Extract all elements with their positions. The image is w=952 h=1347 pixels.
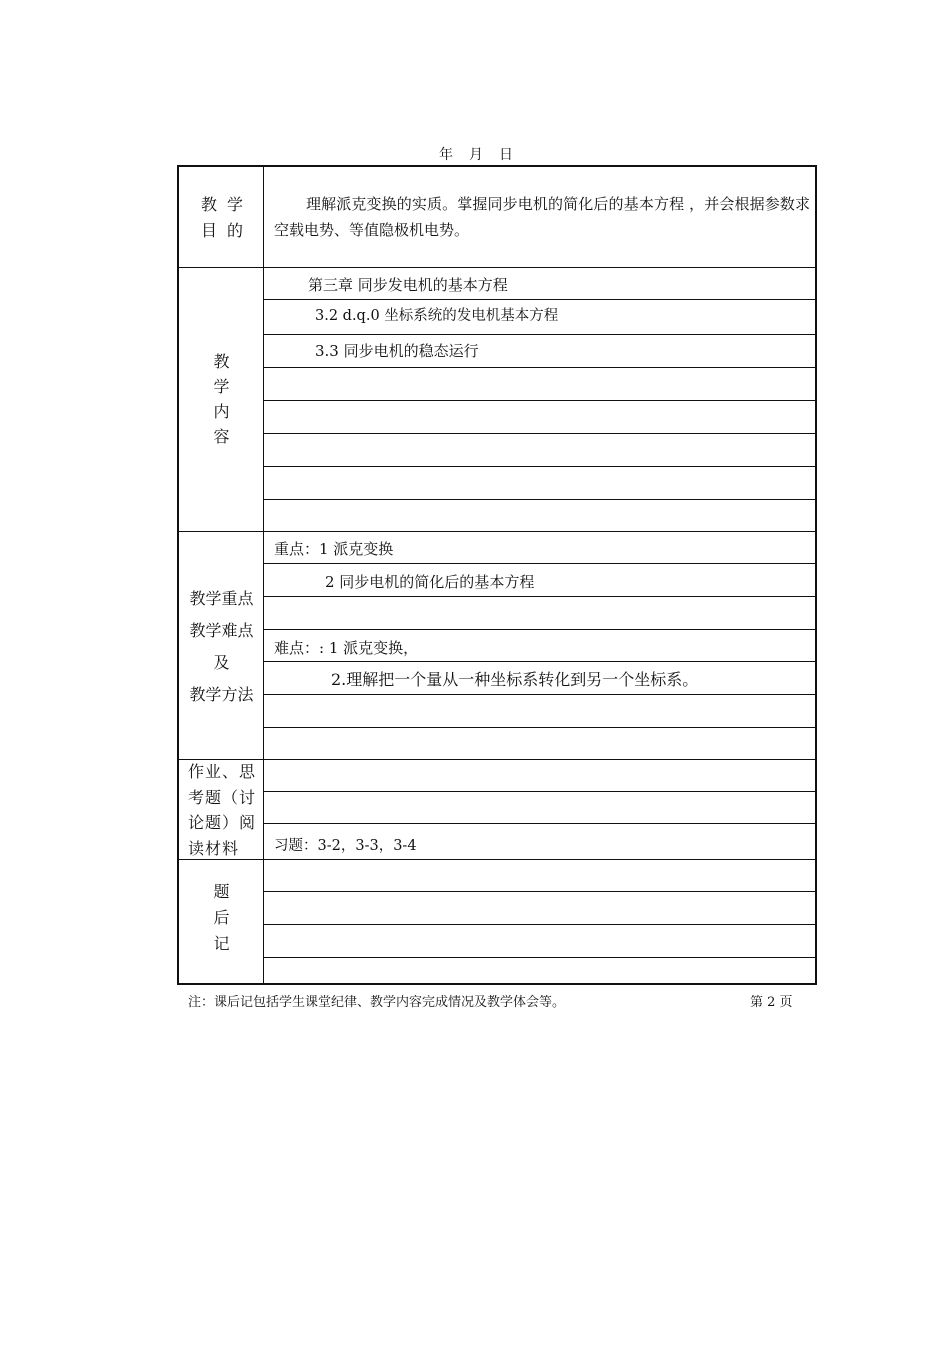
row-line [264, 334, 815, 335]
date-header [0, 144, 952, 164]
day-label: 日 [499, 147, 513, 163]
purpose-label-cell [179, 167, 264, 267]
section-divider [179, 859, 815, 860]
row-line [264, 466, 815, 467]
row-line [264, 823, 815, 824]
row-line [264, 629, 815, 630]
content-line: 3.2 d.q.0 坐标系统的发电机基本方程 [315, 308, 559, 324]
key-point-line: 2 同步电机的简化后的基本方程 [325, 573, 535, 591]
homework-label: 作业、思考题（讨论题）阅读材料 [188, 762, 257, 858]
content-label-char: 学 [213, 377, 230, 396]
row-line [264, 299, 815, 300]
page-number: 第 2 页 [750, 995, 793, 1010]
row-line [264, 661, 815, 662]
content-label-char: 容 [213, 427, 230, 446]
afterword-label-char: 题 [213, 882, 230, 901]
purpose-text: 理解派克变换的实质。掌握同步电机的简化后的基本方程 ，并会根据参数求空载电势、等值隐极机电势。 [274, 195, 810, 239]
key-points-label-cell [179, 531, 264, 759]
key-point-line: 难点：: 1 派克变换， [274, 639, 419, 657]
month-label: 月 [469, 147, 483, 163]
key-point-line: 重点：1 派克变换 [274, 540, 394, 558]
row-line [264, 727, 815, 728]
key-points-label [179, 583, 264, 711]
homework-label-cell [179, 759, 264, 859]
content-label-char: 内 [213, 402, 230, 421]
purpose-label-line1: 教学 [201, 195, 254, 214]
key-points-label-line: 及 [213, 653, 230, 672]
row-line [264, 400, 815, 401]
lesson-plan-table [177, 165, 817, 985]
content-label-cell [179, 267, 264, 531]
key-points-label-line: 教学重点 [189, 589, 254, 608]
afterword-label-char: 记 [213, 934, 230, 953]
row-line [264, 499, 815, 500]
content-line: 第三章 同步发电机的基本方程 [308, 276, 508, 294]
content-line: 3.3 同步电机的稳态运行 [315, 342, 479, 360]
homework-text: 习题：3-2，3-3，3-4 [274, 838, 417, 854]
row-line [264, 891, 815, 892]
key-points-label-line: 教学难点 [189, 621, 254, 640]
row-line [264, 791, 815, 792]
purpose-label-line2: 目的 [201, 221, 254, 240]
row-line [264, 596, 815, 597]
key-point-line: 2.理解把一个量从一种坐标系转化到另一个坐标系。 [331, 670, 699, 689]
row-line [264, 433, 815, 434]
footer-note: 注：课后记包括学生课堂纪律、教学内容完成情况及教学体会等。 [188, 995, 566, 1010]
row-line [264, 367, 815, 368]
key-points-label-line: 教学方法 [189, 685, 254, 704]
content-label-char: 教 [213, 352, 230, 371]
year-label: 年 [439, 147, 453, 163]
row-line [264, 924, 815, 925]
afterword-label-cell [179, 859, 264, 985]
row-line [264, 563, 815, 564]
section-divider [179, 759, 815, 760]
row-line [264, 694, 815, 695]
section-divider [179, 531, 815, 532]
row-line [264, 957, 815, 958]
afterword-label-char: 后 [213, 908, 230, 927]
section-divider [179, 267, 815, 268]
